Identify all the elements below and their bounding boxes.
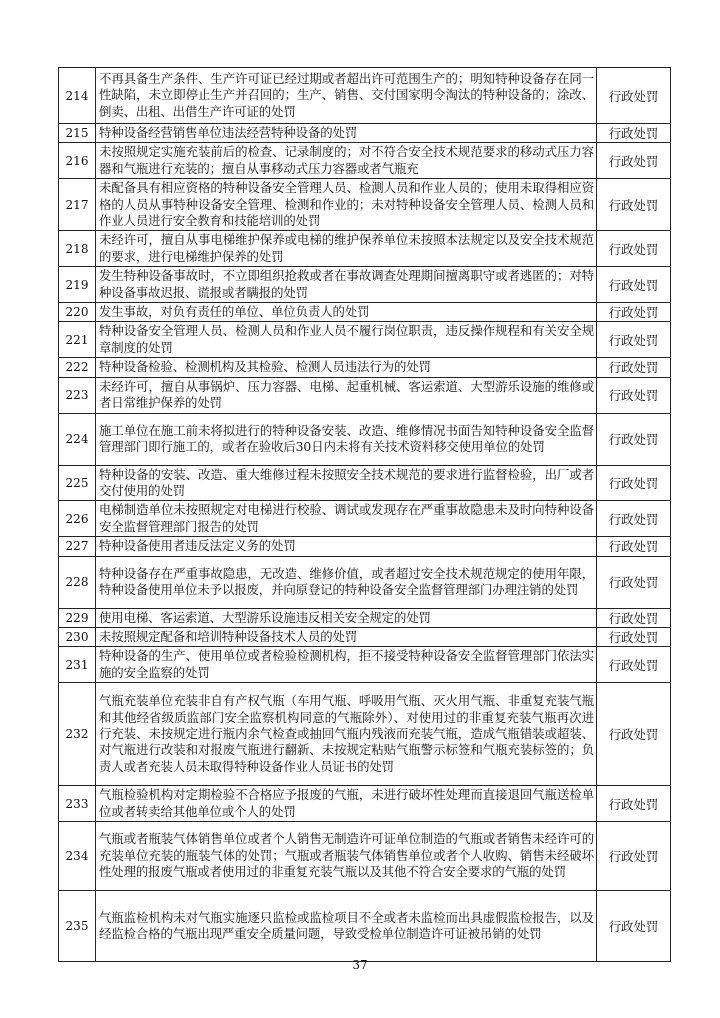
item-category: 行政处罚 <box>597 303 671 322</box>
table-row <box>59 267 671 303</box>
row-number: 223 <box>59 377 96 413</box>
table-row <box>59 556 671 608</box>
row-number: 217 <box>59 179 96 231</box>
item-name: 施工单位在施工前未将拟进行的特种设备安装、改造、维修情况书面告知特种设备安全监督管理部门即行施工的，或者在验收后30日内未将有关技术资料移交使用单位的处罚 <box>96 413 597 465</box>
item-name: 气瓶或者瓶装气体销售单位或者个人销售无制造许可证单位制造的气瓶或者销售未经许可的充装单位充装的瓶装气体的处罚；气瓶或者瓶装气体销售单位或者个人收购、销售未经破坏性处理的报废气瓶或者使用过的非重复充装气瓶以及其他不符合安全要求的气瓶的处罚 <box>96 821 597 890</box>
table-row <box>59 537 671 556</box>
item-category: 行政处罚 <box>597 608 671 627</box>
item-category: 行政处罚 <box>597 821 671 890</box>
table-row <box>59 821 671 890</box>
item-name: 未配备具有相应资格的特种设备安全管理人员、检测人员和作业人员的；使用未取得相应资格的人员从事特种设备安全管理、检测和作业的；未对特种设备安全管理人员、检测人员和作业人员进行安全教育和技能培训的处罚 <box>96 179 597 231</box>
item-name: 特种设备的生产、使用单位或者检验检测机构，拒不接受特种设备安全监督管理部门依法实施的安全监察的处罚 <box>96 647 597 683</box>
item-name: 气瓶检验机构对定期检验不合格应予报废的气瓶，未进行破坏性处理而直接退回气瓶送检单位或者转卖给其他单位或个人的处罚 <box>96 786 597 822</box>
item-name: 气瓶充装单位充装非自有产权气瓶（车用气瓶、呼吸用气瓶、灭火用气瓶、非重复充装气瓶和其他经省级质监部门安全监察机构同意的气瓶除外）、对使用过的非重复充装气瓶再次进行充装、未按规定进行瓶内余气检查或抽回气瓶内残液而充装气瓶，造成气瓶错装或超装、对气瓶进行改装和对报废气瓶进行翻新、未按规定粘贴气瓶警示标签和气瓶充装标签的；负责人或者充装人员未取得特种设备作业人员证书的处罚 <box>96 683 597 786</box>
table-row <box>59 377 671 413</box>
item-name: 使用电梯、客运索道、大型游乐设施违反相关安全规定的处罚 <box>96 608 597 627</box>
item-category: 行政处罚 <box>597 231 671 267</box>
item-category: 行政处罚 <box>597 556 671 608</box>
table-row <box>59 465 671 501</box>
row-number: 235 <box>59 890 96 961</box>
row-number: 214 <box>59 68 96 124</box>
item-name: 特种设备使用者违反法定义务的处罚 <box>96 537 597 556</box>
table-row <box>59 627 671 646</box>
row-number: 228 <box>59 556 96 608</box>
row-number: 221 <box>59 322 96 358</box>
item-name: 气瓶监检机构未对气瓶实施逐只监检或监检项目不全或者未监检而出具虚假监检报告，以及经监检合格的气瓶出现严重安全质量问题，导致受检单位制造许可证被吊销的处罚 <box>96 890 597 961</box>
row-number: 226 <box>59 501 96 537</box>
item-name: 特种设备的安装、改造、重大维修过程未按照安全技术规范的要求进行监督检验，出厂或者交付使用的处罚 <box>96 465 597 501</box>
item-name: 电梯制造单位未按照规定对电梯进行校验、调试或发现存在严重事故隐患未及时向特种设备安全监督管理部门报告的处罚 <box>96 501 597 537</box>
table-row <box>59 68 671 124</box>
row-number: 220 <box>59 303 96 322</box>
row-number: 234 <box>59 821 96 890</box>
row-number: 216 <box>59 143 96 179</box>
row-number: 231 <box>59 647 96 683</box>
row-number: 232 <box>59 683 96 786</box>
table-row <box>59 231 671 267</box>
table-row <box>59 179 671 231</box>
item-name: 未按照规定实施充装前后的检查、记录制度的；对不符合安全技术规范要求的移动式压力容器和气瓶进行充装的；擅自从事移动式压力容器或者气瓶充 <box>96 143 597 179</box>
page-number: 37 <box>352 958 368 972</box>
row-number: 230 <box>59 627 96 646</box>
item-category: 行政处罚 <box>597 537 671 556</box>
item-category: 行政处罚 <box>597 413 671 465</box>
row-number: 233 <box>59 786 96 822</box>
row-number: 218 <box>59 231 96 267</box>
table-row <box>59 683 671 786</box>
table-row <box>59 358 671 377</box>
item-category: 行政处罚 <box>597 465 671 501</box>
item-category: 行政处罚 <box>597 647 671 683</box>
item-name: 特种设备安全管理人员、检测人员和作业人员不履行岗位职责，违反操作规程和有关安全规章制度的处罚 <box>96 322 597 358</box>
table-row <box>59 647 671 683</box>
item-name: 不再具备生产条件、生产许可证已经过期或者超出许可范围生产的；明知特种设备存在同一性缺陷，未立即停止生产并召回的；生产、销售、交付国家明令淘汰的特种设备的；涂改、倒卖、出租、出借生产许可证的处罚 <box>96 68 597 124</box>
row-number: 224 <box>59 413 96 465</box>
penalty-items-table <box>58 67 671 962</box>
table-body <box>59 68 671 962</box>
row-number: 225 <box>59 465 96 501</box>
item-name: 未按照规定配备和培训特种设备技术人员的处罚 <box>96 627 597 646</box>
table-row <box>59 143 671 179</box>
item-name: 发生事故，对负有责任的单位、单位负责人的处罚 <box>96 303 597 322</box>
item-category: 行政处罚 <box>597 267 671 303</box>
table-row <box>59 303 671 322</box>
item-category: 行政处罚 <box>597 377 671 413</box>
table-row <box>59 890 671 961</box>
item-category: 行政处罚 <box>597 501 671 537</box>
item-name: 特种设备经营销售单位违法经营特种设备的处罚 <box>96 124 597 143</box>
item-name: 特种设备检验、检测机构及其检验、检测人员违法行为的处罚 <box>96 358 597 377</box>
item-category: 行政处罚 <box>597 68 671 124</box>
item-name: 发生特种设备事故时，不立即组织抢救或者在事故调查处理期间擅离职守或者逃匿的；对特种设备事故迟报、谎报或者瞒报的处罚 <box>96 267 597 303</box>
row-number: 229 <box>59 608 96 627</box>
item-name: 未经许可，擅自从事电梯维护保养或电梯的维护保养单位未按照本法规定以及安全技术规范的要求，进行电梯维护保养的处罚 <box>96 231 597 267</box>
table-row <box>59 608 671 627</box>
table-row <box>59 124 671 143</box>
table-row <box>59 786 671 822</box>
row-number: 215 <box>59 124 96 143</box>
row-number: 222 <box>59 358 96 377</box>
table-row <box>59 322 671 358</box>
item-category: 行政处罚 <box>597 143 671 179</box>
item-category: 行政处罚 <box>597 890 671 961</box>
table-row <box>59 501 671 537</box>
item-category: 行政处罚 <box>597 124 671 143</box>
item-category: 行政处罚 <box>597 322 671 358</box>
table-row <box>59 413 671 465</box>
item-category: 行政处罚 <box>597 179 671 231</box>
item-category: 行政处罚 <box>597 627 671 646</box>
row-number: 227 <box>59 537 96 556</box>
item-category: 行政处罚 <box>597 786 671 822</box>
item-category: 行政处罚 <box>597 683 671 786</box>
item-name: 特种设备存在严重事故隐患，无改造、维修价值，或者超过安全技术规范规定的使用年限，特种设备使用单位未予以报废，并向原登记的特种设备安全监督管理部门办理注销的处罚 <box>96 556 597 608</box>
item-category: 行政处罚 <box>597 358 671 377</box>
item-name: 未经许可，擅自从事锅炉、压力容器、电梯、起重机械、客运索道、大型游乐设施的维修或者日常维护保养的处罚 <box>96 377 597 413</box>
row-number: 219 <box>59 267 96 303</box>
